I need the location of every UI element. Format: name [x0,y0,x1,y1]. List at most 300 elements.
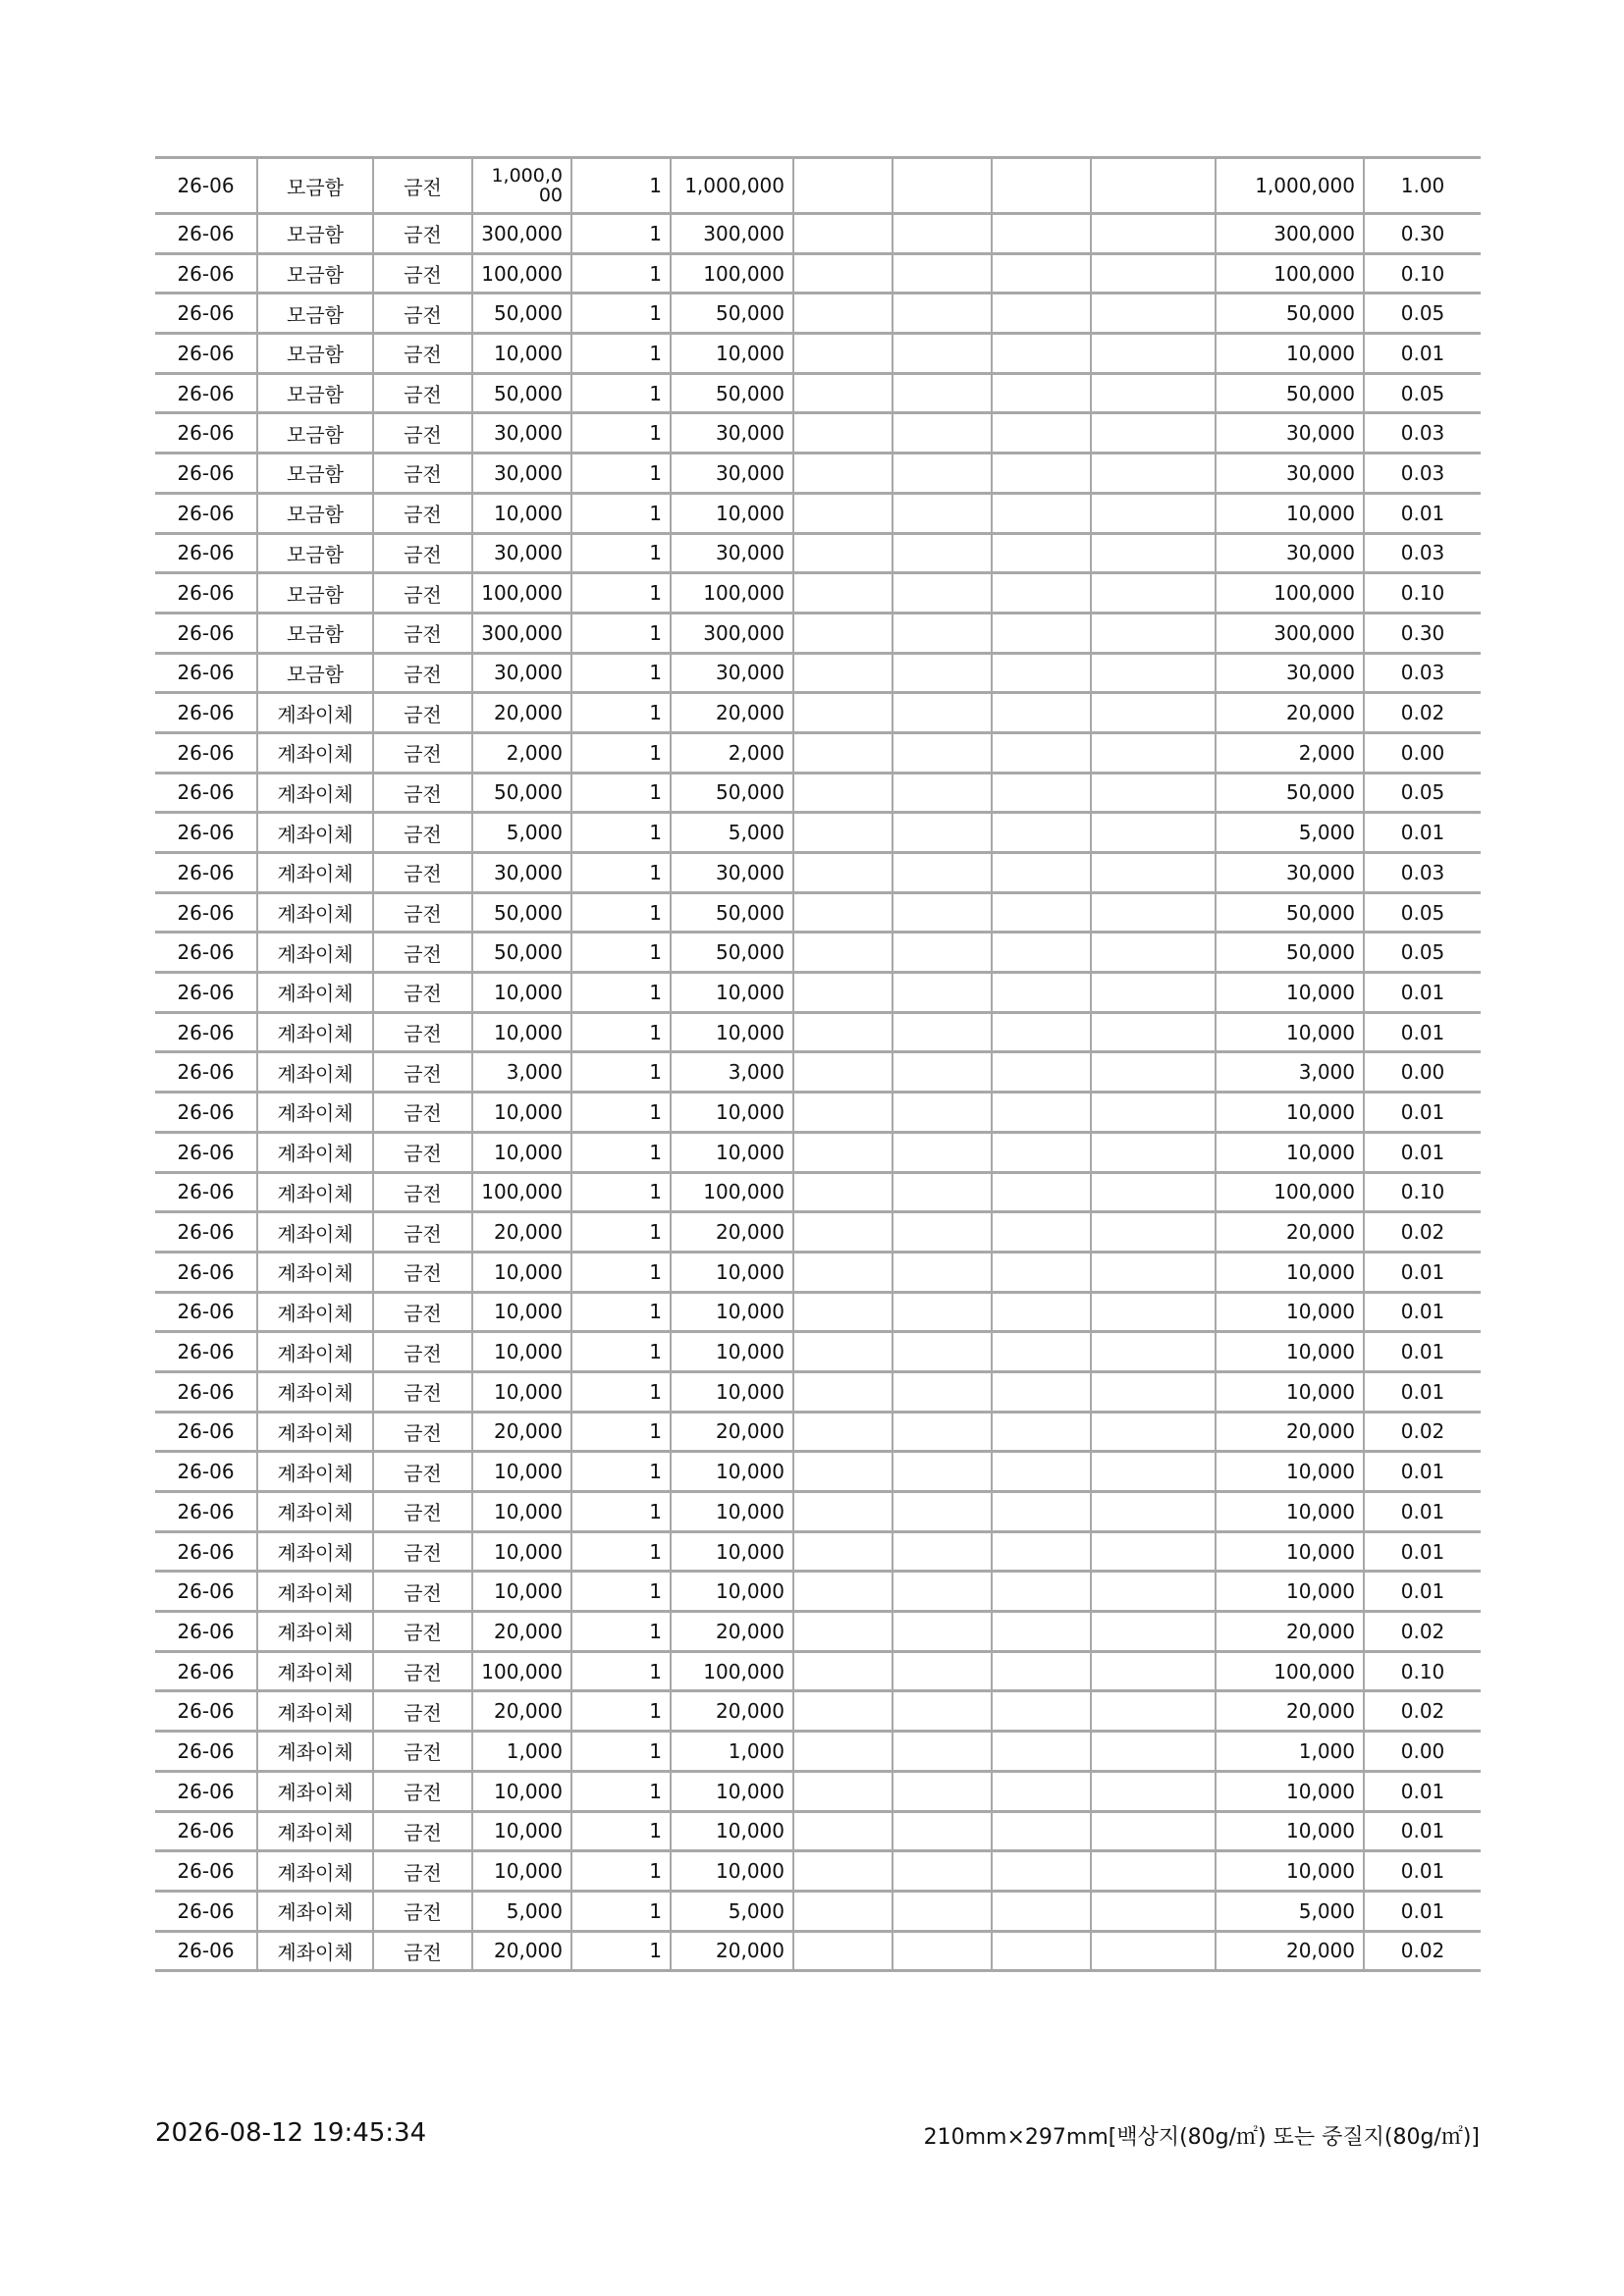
cell-ratio: 0.10 [1364,573,1481,614]
cell-blank-b [893,1332,992,1372]
cell-amount: 100,000 [472,573,571,614]
cell-count: 1 [571,1132,671,1172]
cell-blank-c [992,1492,1091,1532]
cell-blank-d [1091,933,1216,973]
cell-type: 금전 [373,373,472,413]
cell-total: 300,000 [1216,214,1364,254]
cell-blank-a [793,1891,893,1931]
table-row [155,973,1481,1013]
cell-source: 계좌이체 [257,1651,373,1691]
cell-blank-c [992,533,1091,573]
cell-amount: 30,000 [472,853,571,893]
cell-blank-b [893,732,992,773]
cell-blank-a [793,1252,893,1292]
cell-blank-b [893,214,992,254]
cell-count: 1 [571,1452,671,1492]
table-row [155,294,1481,334]
cell-amount: 50,000 [472,294,571,334]
cell-count: 1 [571,214,671,254]
table-row [155,1651,1481,1691]
cell-blank-c [992,1612,1091,1652]
cell-type: 금전 [373,813,472,853]
cell-month: 26-06 [155,613,257,653]
cell-month: 26-06 [155,1132,257,1172]
cell-count: 1 [571,933,671,973]
cell-month: 26-06 [155,1851,257,1892]
cell-subtotal: 10,000 [671,1371,793,1412]
cell-total: 10,000 [1216,1531,1364,1572]
table-row [155,1851,1481,1892]
table-row [155,1891,1481,1931]
cell-blank-a [793,1612,893,1652]
cell-subtotal: 10,000 [671,1492,793,1532]
cell-type: 금전 [373,158,472,214]
cell-total: 10,000 [1216,973,1364,1013]
cell-blank-d [1091,1332,1216,1372]
table-row [155,693,1481,733]
cell-total: 50,000 [1216,892,1364,933]
cell-blank-b [893,1452,992,1492]
cell-blank-d [1091,1172,1216,1212]
cell-blank-b [893,158,992,214]
cell-count: 1 [571,1732,671,1772]
cell-month: 26-06 [155,853,257,893]
cell-blank-b [893,1771,992,1811]
cell-blank-c [992,253,1091,294]
cell-blank-b [893,413,992,454]
cell-count: 1 [571,1371,671,1412]
cell-ratio: 0.01 [1364,1891,1481,1931]
cell-blank-c [992,1012,1091,1052]
cell-month: 26-06 [155,1172,257,1212]
cell-total: 10,000 [1216,493,1364,533]
cell-blank-d [1091,1212,1216,1253]
table-row [155,1371,1481,1412]
cell-source: 계좌이체 [257,892,373,933]
cell-amount: 10,000 [472,1492,571,1532]
cell-month: 26-06 [155,933,257,973]
cell-blank-c [992,613,1091,653]
cell-type: 금전 [373,1452,472,1492]
cell-type: 금전 [373,732,472,773]
cell-subtotal: 1,000 [671,1732,793,1772]
cell-subtotal: 10,000 [671,334,793,374]
cell-ratio: 0.01 [1364,1492,1481,1532]
cell-type: 금전 [373,1891,472,1931]
cell-total: 10,000 [1216,1132,1364,1172]
table-row [155,813,1481,853]
cell-ratio: 0.01 [1364,813,1481,853]
cell-type: 금전 [373,1492,472,1532]
cell-month: 26-06 [155,1651,257,1691]
table-row [155,454,1481,494]
cell-source: 계좌이체 [257,1851,373,1892]
cell-month: 26-06 [155,773,257,813]
table-row [155,1732,1481,1772]
cell-count: 1 [571,373,671,413]
cell-blank-a [793,413,893,454]
cell-blank-b [893,892,992,933]
cell-month: 26-06 [155,1691,257,1732]
cell-subtotal: 30,000 [671,653,793,693]
cell-subtotal: 100,000 [671,573,793,614]
cell-count: 1 [571,732,671,773]
cell-ratio: 0.02 [1364,1412,1481,1452]
cell-total: 10,000 [1216,1252,1364,1292]
cell-blank-b [893,933,992,973]
cell-amount: 10,000 [472,334,571,374]
cell-month: 26-06 [155,1572,257,1612]
cell-type: 금전 [373,1332,472,1372]
cell-blank-a [793,1212,893,1253]
cell-amount: 3,000 [472,1052,571,1093]
cell-type: 금전 [373,1132,472,1172]
cell-blank-a [793,1292,893,1332]
cell-subtotal: 5,000 [671,1891,793,1931]
cell-blank-d [1091,1452,1216,1492]
cell-month: 26-06 [155,693,257,733]
cell-count: 1 [571,1691,671,1732]
cell-blank-c [992,1252,1091,1292]
table-row [155,1012,1481,1052]
cell-blank-c [992,693,1091,733]
cell-subtotal: 10,000 [671,973,793,1013]
cell-blank-d [1091,1492,1216,1532]
cell-count: 1 [571,493,671,533]
cell-type: 금전 [373,214,472,254]
table-row [155,1412,1481,1452]
cell-month: 26-06 [155,973,257,1013]
cell-count: 1 [571,1212,671,1253]
cell-type: 금전 [373,892,472,933]
cell-count: 1 [571,1811,671,1851]
cell-type: 금전 [373,653,472,693]
cell-ratio: 0.01 [1364,1292,1481,1332]
cell-total: 10,000 [1216,1371,1364,1412]
cell-ratio: 0.02 [1364,1931,1481,1971]
cell-blank-c [992,1572,1091,1612]
cell-blank-d [1091,1931,1216,1971]
cell-blank-d [1091,493,1216,533]
cell-total: 10,000 [1216,1811,1364,1851]
cell-blank-d [1091,1691,1216,1732]
cell-month: 26-06 [155,1531,257,1572]
cell-month: 26-06 [155,1212,257,1253]
cell-count: 1 [571,1412,671,1452]
cell-amount: 10,000 [472,1771,571,1811]
cell-blank-b [893,533,992,573]
cell-blank-d [1091,1052,1216,1093]
cell-blank-d [1091,1252,1216,1292]
cell-amount: 1,000 [472,1732,571,1772]
table-row [155,1771,1481,1811]
cell-amount: 10,000 [472,1851,571,1892]
cell-count: 1 [571,813,671,853]
table-row [155,1811,1481,1851]
cell-blank-c [992,973,1091,1013]
cell-count: 1 [571,892,671,933]
cell-type: 금전 [373,493,472,533]
cell-blank-d [1091,253,1216,294]
cell-month: 26-06 [155,214,257,254]
cell-total: 20,000 [1216,1612,1364,1652]
cell-total: 20,000 [1216,1212,1364,1253]
cell-blank-d [1091,773,1216,813]
cell-ratio: 0.01 [1364,1452,1481,1492]
cell-amount: 100,000 [472,1172,571,1212]
cell-blank-a [793,1012,893,1052]
cell-count: 1 [571,1612,671,1652]
cell-subtotal: 10,000 [671,1332,793,1372]
cell-blank-b [893,493,992,533]
cell-month: 26-06 [155,1371,257,1412]
cell-month: 26-06 [155,158,257,214]
cell-subtotal: 50,000 [671,933,793,973]
table-row [155,1052,1481,1093]
cell-type: 금전 [373,1252,472,1292]
cell-total: 3,000 [1216,1052,1364,1093]
cell-blank-c [992,573,1091,614]
cell-blank-d [1091,1851,1216,1892]
cell-total: 20,000 [1216,693,1364,733]
cell-source: 계좌이체 [257,1931,373,1971]
cell-blank-c [992,1212,1091,1253]
cell-blank-a [793,454,893,494]
table-row [155,1212,1481,1253]
cell-blank-a [793,1572,893,1612]
cell-month: 26-06 [155,493,257,533]
cell-month: 26-06 [155,253,257,294]
cell-ratio: 0.10 [1364,1172,1481,1212]
cell-count: 1 [571,1492,671,1532]
cell-amount: 100,000 [472,253,571,294]
cell-source: 모금함 [257,533,373,573]
cell-ratio: 0.05 [1364,294,1481,334]
cell-month: 26-06 [155,294,257,334]
cell-blank-c [992,1691,1091,1732]
cell-blank-d [1091,1093,1216,1133]
cell-source: 계좌이체 [257,853,373,893]
cell-total: 50,000 [1216,773,1364,813]
cell-blank-c [992,334,1091,374]
cell-source: 계좌이체 [257,1891,373,1931]
cell-count: 1 [571,533,671,573]
cell-count: 1 [571,1771,671,1811]
cell-blank-d [1091,813,1216,853]
cell-amount: 10,000 [472,1371,571,1412]
cell-source: 모금함 [257,653,373,693]
cell-amount: 20,000 [472,1612,571,1652]
cell-count: 1 [571,253,671,294]
table-row [155,573,1481,614]
cell-blank-d [1091,973,1216,1013]
table-row [155,1132,1481,1172]
cell-blank-a [793,214,893,254]
cell-blank-c [992,1732,1091,1772]
cell-ratio: 0.03 [1364,454,1481,494]
cell-total: 100,000 [1216,1651,1364,1691]
cell-ratio: 0.00 [1364,1732,1481,1772]
cell-source: 계좌이체 [257,1132,373,1172]
cell-subtotal: 2,000 [671,732,793,773]
cell-count: 1 [571,773,671,813]
cell-ratio: 0.01 [1364,1771,1481,1811]
table-row [155,158,1481,214]
cell-blank-a [793,573,893,614]
table-row [155,732,1481,773]
cell-source: 계좌이체 [257,1572,373,1612]
cell-blank-c [992,653,1091,693]
cell-blank-c [992,1771,1091,1811]
cell-blank-a [793,693,893,733]
cell-count: 1 [571,1851,671,1892]
cell-count: 1 [571,1531,671,1572]
cell-total: 30,000 [1216,533,1364,573]
cell-type: 금전 [373,1732,472,1772]
cell-month: 26-06 [155,1492,257,1532]
cell-blank-c [992,1172,1091,1212]
cell-count: 1 [571,973,671,1013]
table-row [155,613,1481,653]
cell-subtotal: 10,000 [671,1771,793,1811]
cell-amount: 10,000 [472,1531,571,1572]
cell-blank-d [1091,1412,1216,1452]
cell-blank-d [1091,1651,1216,1691]
cell-blank-c [992,1371,1091,1412]
cell-amount: 2,000 [472,732,571,773]
cell-subtotal: 30,000 [671,853,793,893]
cell-blank-d [1091,732,1216,773]
cell-total: 5,000 [1216,813,1364,853]
cell-blank-a [793,933,893,973]
cell-total: 30,000 [1216,454,1364,494]
cell-type: 금전 [373,1651,472,1691]
cell-blank-a [793,493,893,533]
cell-total: 30,000 [1216,653,1364,693]
cell-type: 금전 [373,1572,472,1612]
table-row [155,1691,1481,1732]
table-row [155,253,1481,294]
cell-subtotal: 50,000 [671,373,793,413]
cell-count: 1 [571,1572,671,1612]
cell-blank-b [893,1531,992,1572]
cell-blank-d [1091,653,1216,693]
table-row [155,892,1481,933]
cell-count: 1 [571,1052,671,1093]
cell-amount: 10,000 [472,1572,571,1612]
table-row [155,653,1481,693]
cell-ratio: 0.01 [1364,1252,1481,1292]
table-row [155,1531,1481,1572]
cell-source: 모금함 [257,158,373,214]
cell-blank-c [992,1132,1091,1172]
cell-blank-c [992,773,1091,813]
cell-blank-a [793,1452,893,1492]
cell-blank-a [793,1093,893,1133]
print-timestamp: 2026-08-12 19:45:34 [155,2118,427,2148]
cell-source: 모금함 [257,253,373,294]
cell-blank-a [793,294,893,334]
cell-blank-b [893,973,992,1013]
cell-month: 26-06 [155,573,257,614]
cell-type: 금전 [373,1811,472,1851]
cell-blank-d [1091,613,1216,653]
cell-type: 금전 [373,454,472,494]
cell-subtotal: 10,000 [671,1093,793,1133]
cell-subtotal: 50,000 [671,892,793,933]
cell-subtotal: 3,000 [671,1052,793,1093]
cell-source: 계좌이체 [257,1252,373,1292]
cell-subtotal: 20,000 [671,1931,793,1971]
cell-blank-b [893,1132,992,1172]
cell-blank-c [992,892,1091,933]
cell-subtotal: 100,000 [671,1172,793,1212]
cell-blank-a [793,653,893,693]
cell-source: 모금함 [257,294,373,334]
cell-blank-a [793,533,893,573]
cell-amount: 100,000 [472,1651,571,1691]
table-row [155,1452,1481,1492]
table-row [155,493,1481,533]
table-row [155,1572,1481,1612]
cell-blank-a [793,1651,893,1691]
cell-amount: 30,000 [472,454,571,494]
cell-blank-b [893,1811,992,1851]
cell-month: 26-06 [155,334,257,374]
cell-amount: 10,000 [472,1292,571,1332]
cell-type: 금전 [373,1212,472,1253]
cell-source: 모금함 [257,573,373,614]
cell-blank-d [1091,853,1216,893]
cell-blank-d [1091,1612,1216,1652]
cell-type: 금전 [373,573,472,614]
cell-total: 10,000 [1216,1771,1364,1811]
cell-month: 26-06 [155,454,257,494]
cell-amount: 10,000 [472,1012,571,1052]
cell-ratio: 0.05 [1364,373,1481,413]
cell-total: 10,000 [1216,1292,1364,1332]
cell-source: 모금함 [257,413,373,454]
cell-subtotal: 300,000 [671,613,793,653]
cell-subtotal: 1,000,000 [671,158,793,214]
cell-source: 계좌이체 [257,1052,373,1093]
cell-blank-a [793,1132,893,1172]
cell-total: 30,000 [1216,853,1364,893]
cell-amount: 10,000 [472,1452,571,1492]
cell-source: 모금함 [257,493,373,533]
cell-amount: 300,000 [472,214,571,254]
table-row [155,1612,1481,1652]
cell-type: 금전 [373,1412,472,1452]
table-row [155,853,1481,893]
cell-blank-c [992,732,1091,773]
cell-amount: 10,000 [472,1332,571,1372]
cell-ratio: 0.01 [1364,1371,1481,1412]
cell-total: 10,000 [1216,334,1364,374]
cell-source: 계좌이체 [257,1492,373,1532]
cell-amount: 30,000 [472,533,571,573]
cell-blank-b [893,1412,992,1452]
table-row [155,1332,1481,1372]
cell-ratio: 0.02 [1364,1612,1481,1652]
cell-type: 금전 [373,853,472,893]
cell-subtotal: 30,000 [671,413,793,454]
cell-blank-b [893,1212,992,1253]
cell-blank-b [893,373,992,413]
cell-ratio: 0.05 [1364,933,1481,973]
cell-blank-c [992,1851,1091,1892]
cell-count: 1 [571,1172,671,1212]
